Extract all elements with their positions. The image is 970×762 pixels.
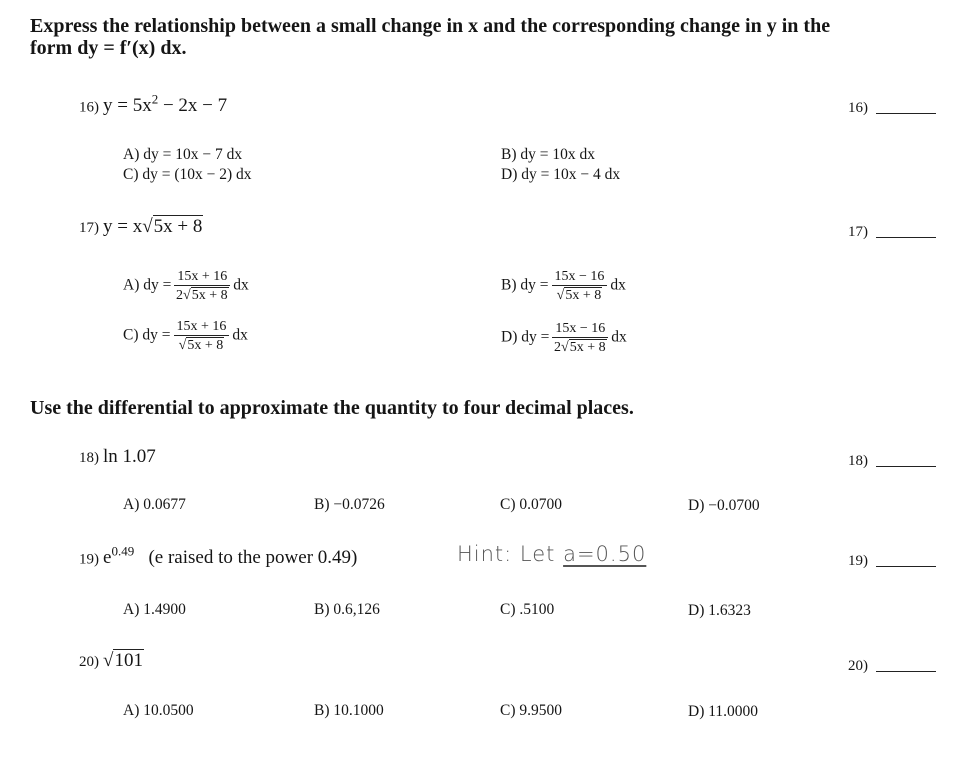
choice-19-d[interactable]: D) 1.6323: [688, 602, 751, 619]
choice-17-c[interactable]: C) dy = $\frac{15x + 16}{√5x + 8}$ dx: [123, 319, 248, 353]
answer-blank-18[interactable]: [848, 453, 936, 470]
handwritten-hint: Hint: Let a=0.50: [457, 542, 647, 566]
question-expression: $y = 5x^2 - 2x - 7$: [103, 92, 228, 117]
choice-16-d[interactable]: D) dy = 10x − 4 dx: [501, 166, 621, 183]
question-expression: $e^{0.49}$ (e raised to the power 0.49): [103, 544, 358, 569]
answer-label: 16): [848, 100, 868, 116]
question-number: 20): [79, 654, 99, 670]
question-19: [79, 544, 357, 569]
question-number: 18): [79, 450, 99, 466]
answer-line[interactable]: [876, 466, 936, 467]
question-expression: ln 1.07: [103, 446, 156, 467]
choice-16-a[interactable]: A) dy = 10x − 7 dx: [123, 146, 243, 163]
section-heading-differentials: [30, 15, 830, 59]
answer-line[interactable]: [876, 237, 936, 238]
question-number: 16): [79, 99, 99, 116]
section-heading-approximation: Use the differential to approximate the quantity to four decimal places.: [30, 397, 634, 419]
choice-18-d[interactable]: D) −0.0700: [688, 497, 760, 514]
choice-16-b[interactable]: B) dy = 10x dx: [501, 146, 595, 163]
choice-20-a[interactable]: A) 10.0500: [123, 702, 194, 719]
answer-blank-20[interactable]: [848, 658, 936, 675]
answer-label: 19): [848, 553, 868, 569]
question-20: [79, 650, 144, 672]
answer-label: 18): [848, 453, 868, 469]
answer-blank-16[interactable]: [848, 100, 936, 117]
answer-line[interactable]: [876, 566, 936, 567]
answer-blank-17[interactable]: [848, 224, 936, 241]
choice-19-c[interactable]: C) .5100: [500, 601, 555, 618]
question-number: 17): [79, 220, 99, 236]
choice-17-b[interactable]: B) dy = $\frac{15x - 16}{√5x + 8}$ dx: [501, 269, 626, 303]
choice-19-b[interactable]: B) 0.6,126: [314, 601, 380, 618]
question-number: 19): [79, 551, 99, 568]
question-16: [79, 92, 227, 117]
choice-18-b[interactable]: B) −0.0726: [314, 496, 385, 513]
question-18: [79, 446, 156, 468]
heading-line-1: Express the relationship between a small change in x and the corresponding change in y in the: [30, 15, 831, 37]
choice-19-a[interactable]: A) 1.4900: [123, 601, 186, 618]
choice-17-d[interactable]: D) dy = $\frac{15x - 16}{2√5x + 8}$ dx: [501, 321, 627, 355]
question-17: [79, 216, 203, 238]
answer-line[interactable]: [876, 113, 936, 114]
answer-blank-19[interactable]: [848, 553, 936, 570]
question-expression: y = x√5x + 8: [103, 216, 203, 237]
choice-20-d[interactable]: D) 11.0000: [688, 703, 759, 720]
answer-line[interactable]: [876, 671, 936, 672]
choice-20-b[interactable]: B) 10.1000: [314, 702, 384, 719]
choice-16-c[interactable]: C) dy = (10x − 2) dx: [123, 166, 252, 183]
answer-label: 17): [848, 224, 868, 240]
answer-label: 20): [848, 658, 868, 674]
question-expression: √101: [103, 650, 143, 671]
heading-line-2: form dy = f′(x) dx.: [30, 37, 187, 59]
choice-17-a[interactable]: A) dy = $\frac{15x + 16}{2√5x + 8}$ dx: [123, 269, 249, 303]
choice-18-a[interactable]: A) 0.0677: [123, 496, 186, 513]
choice-18-c[interactable]: C) 0.0700: [500, 496, 562, 513]
choice-20-c[interactable]: C) 9.9500: [500, 702, 562, 719]
